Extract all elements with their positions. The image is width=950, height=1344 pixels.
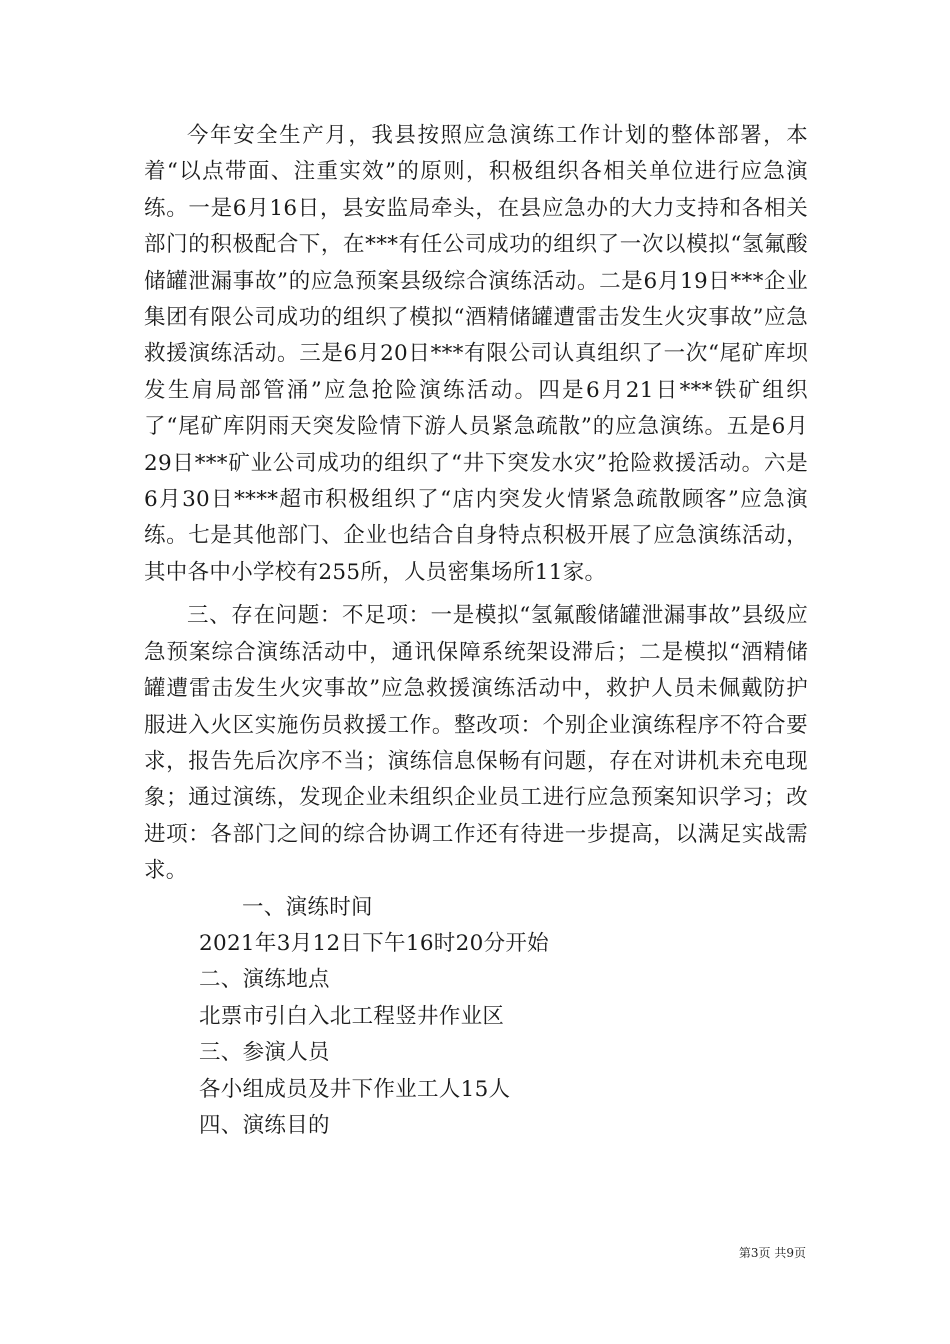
drill-time-value: 2021年3月12日下午16时20分开始 — [199, 930, 549, 956]
paragraph-existing-problems: 三、存在问题：不足项：一是模拟“氢氟酸储罐泄漏事故”县级应急预案综合演练活动中，通讯保障系统架设滞后；二是模拟“酒精储罐遭雷击发生火灾事故”应急救援演练活动中，救护人员未佩戴防护服进入火区实施伤员救援工作。整改项：个别企业演练程序不符合要求，报告先后次序不当；演练信息保畅有问题，存在对讲机未充电现象；通过演练，发现企业未组织企业员工进行应急预案知识学习；改进项：各部门之间的综合协调工作还有待进一步提高，以满足实战需求。 — [144, 603, 808, 884]
heading-drill-purpose: 四、演练目的 — [199, 1112, 330, 1138]
document-body — [144, 118, 808, 1144]
page-number-footer: 第3页 共9页 — [738, 1246, 806, 1260]
heading-drill-place: 二、演练地点 — [199, 967, 330, 993]
paragraph-drill-summary: 今年安全生产月，我县按照应急演练工作计划的整体部署，本着“以点带面、注重实效”的原则，积极组织各相关单位进行应急演练。一是6月16日，县安监局牵头，在县应急办的大力支持和各相关部门的积极配合下，在***有任公司成功的组织了一次以模拟“氢氟酸储罐泄漏事故”的应急预案县级综合演练活动。二是6月19日***企业集团有限公司成功的组织了模拟“酒精储罐遭雷击发生火灾事故”应急救援演练活动。三是6月20日***有限公司认真组织了一次“尾矿库坝发生肩局部管涌”应急抢险演练活动。四是6月21日***铁矿组织了“尾矿库阴雨天突发险情下游人员紧急疏散”的应急演练。五是6月29日***矿业公司成功的组织了“井下突发水灾”抢险救援活动。六是6月30日****超市积极组织了“店内突发火情紧急疏散顾客”应急演练。七是其他部门、企业也结合自身特点积极开展了应急演练活动，其中各中小学校有255所，人员密集场所11家。 — [144, 123, 808, 585]
heading-drill-time: 一、演练时间 — [242, 894, 373, 920]
paragraph-gap — [144, 591, 808, 598]
drill-place-value: 北票市引白入北工程竖井作业区 — [199, 1003, 505, 1029]
heading-participants: 三、参演人员 — [199, 1040, 330, 1066]
participants-value: 各小组成员及井下作业工人15人 — [199, 1076, 511, 1102]
